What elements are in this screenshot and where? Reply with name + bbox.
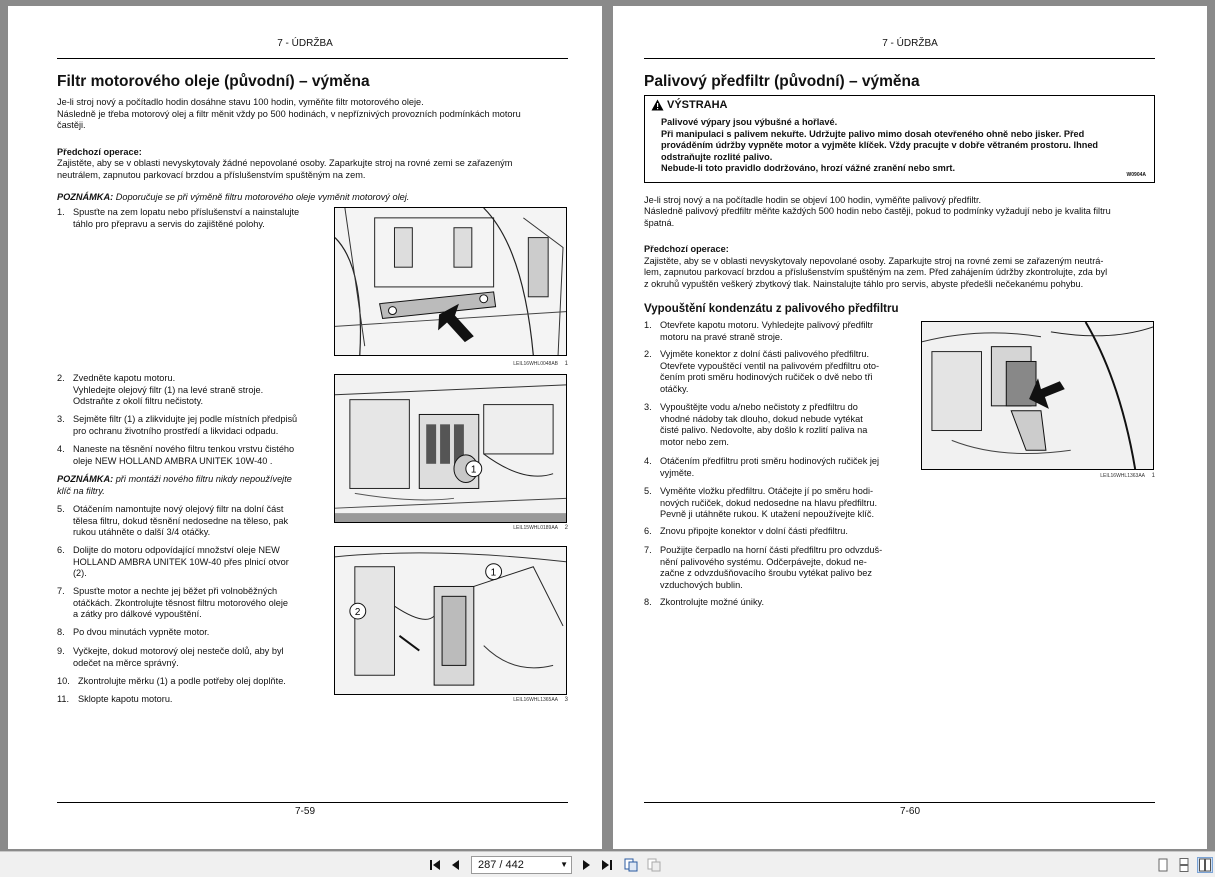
chevron-down-icon[interactable]: ▼: [560, 860, 568, 869]
step-line: Otáčením namontujte nový olejový filtr na dolní část: [73, 504, 284, 514]
step-line: odečet na měrce správný.: [73, 657, 179, 668]
left-page: [8, 6, 602, 849]
prev-ops-line: Zajistěte, aby se v oblasti nevyskytovaly nepovolané osoby. Zaparkujte stroj na rovné zemi se zařazeným neutrá-: [644, 256, 1104, 266]
step-number: 5.: [644, 486, 652, 496]
prev-page-icon[interactable]: [448, 857, 464, 873]
warning-body: [661, 117, 1143, 175]
engine-illustration: [335, 375, 566, 522]
intro-line: častěji.: [57, 120, 86, 130]
continuous-icon[interactable]: [1176, 857, 1192, 873]
step-text: [660, 486, 877, 521]
step-line: Naneste na těsnění nového filtru tenkou vrstvu čistého: [73, 444, 295, 454]
figure-number: 2: [564, 525, 568, 531]
step-text: [660, 402, 867, 448]
step-line: Vyměňte vložku předfiltru. Otáčejte jí po směru hodi-: [660, 486, 874, 496]
step-line: Vyčkejte, dokud motorový olej nesteče dolů, aby byl: [73, 646, 284, 656]
step-line: nových ručiček, dokud nedosedne na hlavu předfiltru.: [660, 497, 878, 508]
warning-icon: [651, 99, 664, 111]
step-number: 2.: [57, 373, 65, 383]
right-page: [613, 6, 1207, 849]
warning-line: Nebude-li toto pravidlo dodržováno, hrozí vážné zranění nebo smrt.: [661, 163, 956, 173]
prev-ops-line: Zajistěte, aby se v oblasti nevyskytovaly žádné nepovolané osoby. Zaparkujte stroj na rovné zemi se zařazeným: [57, 158, 513, 168]
step-line: Pevně ji utáhněte rukou. K utažení nepoužívejte klíč.: [660, 509, 874, 519]
page-header: 7 - ÚDRŽBA: [882, 38, 938, 49]
page-footer: 7-59: [294, 806, 315, 817]
back-icon[interactable]: [623, 857, 639, 873]
warning-line: Palivové výpary jsou výbušné a hořlavé.: [661, 117, 838, 127]
step-text: Zkontrolujte možné úniky.: [660, 597, 764, 607]
subsection-title: Vypouštění kondenzátu z palivového předfiltru: [644, 303, 899, 315]
warning-line: Při manipulaci s palivem nekuřte. Udržujte palivo mimo dosah otevřeného ohně nebo jisker. Před: [661, 128, 1085, 139]
prev-ops-title: Předchozí operace:: [644, 244, 729, 254]
step-number: 4.: [644, 456, 652, 466]
step-line: čisté palivo. Nedovolte, aby došlo k rozlití paliva na: [660, 425, 868, 435]
step-text: [73, 373, 263, 408]
engine-top-illustration: [335, 547, 566, 694]
prev-ops-title: Předchozí operace:: [57, 147, 142, 157]
step-text: [73, 504, 288, 539]
figure-engine-oil-filter: [334, 374, 567, 523]
step-number: 7.: [644, 545, 652, 555]
section-title: Palivový předfiltr (původní) – výměna: [644, 73, 920, 90]
step-number: 5.: [57, 504, 65, 514]
intro-line: Je-li stroj nový a počítadlo hodin dosáhne stavu 100 hodin, vyměňte filtr motorového oleje.: [57, 97, 424, 107]
step-line: vyjměte.: [660, 467, 695, 478]
prev-ops-line: lem, zapnutou parkovací brzdou a příslušenstvím spuštěným na zem. Před zahájením údržby zkontrolujte, zda byl: [644, 267, 1108, 277]
step-number: 3.: [644, 402, 652, 412]
step-text: [73, 586, 288, 621]
step-text: [660, 545, 882, 591]
figure-number: 1: [1151, 473, 1155, 479]
step-text: [660, 349, 879, 395]
single-page-icon[interactable]: [1155, 857, 1171, 873]
forward-icon[interactable]: [646, 857, 662, 873]
step-line: začne z odvzdušňovacího šroubu vytékat palivo bez: [660, 568, 872, 578]
prev-ops-line: z okruhů vypuštěn veškerý zbytkový tlak. Nainstalujte táhlo pro servis, abyste předešli nečekanému pohybu.: [644, 279, 1084, 289]
step-number: 9.: [57, 646, 65, 656]
figure-caption: LEIL16WHL1363AA: [1100, 473, 1145, 479]
step-number: 4.: [57, 444, 65, 454]
footer-rule: [644, 802, 1155, 803]
first-page-icon[interactable]: [427, 857, 443, 873]
step-number: 6.: [57, 545, 65, 555]
callout-1: 1: [490, 567, 497, 579]
step-number: 1.: [57, 207, 65, 217]
figure-number: 3: [564, 697, 568, 703]
fuel-prefilter-illustration: [922, 322, 1153, 469]
step-line: Použijte čerpadlo na horní části předfiltru pro odvzduš-: [660, 545, 883, 555]
step-line: Spusťte motor a nechte jej běžet při volnoběžných: [73, 586, 278, 596]
figure-number: 1: [564, 361, 568, 367]
step-text: [73, 646, 284, 669]
step-line: rukou utáhněte o další 3/4 otáčky.: [73, 527, 211, 537]
page-number-value[interactable]: 287 / 442: [478, 859, 524, 871]
loader-illustration: [335, 208, 566, 355]
warning-code: W0904A: [1126, 172, 1146, 178]
intro-line: Následně je třeba motorový olej a filtr měnit vždy po 500 hodinách, v nepříznivých provozních podmínkách motoru: [57, 109, 521, 119]
step-line: pro ochranu životního prostředí a likvidaci odpadu.: [73, 425, 279, 436]
note: [57, 192, 409, 204]
step-text: [73, 545, 289, 580]
note-text: Doporučuje se při výměně filtru motorového oleje vyměnit motorový olej.: [113, 192, 410, 202]
prev-ops-line: neutrálem, zapnutou parkovací brzdou a příslušenstvím spuštěným na zem.: [57, 170, 366, 180]
step-line: táhlo pro přepravu a servis do zajištěné polohy.: [73, 218, 265, 229]
header-rule: [644, 58, 1155, 59]
step-line: čením proti směru hodinových ručiček o dvě nebo tři: [660, 372, 873, 382]
step-line: Otevřete vypouštěcí ventil na palivovém předfiltru oto-: [660, 360, 880, 371]
step-text: [73, 444, 294, 467]
step-line: Otáčením předfiltru proti směru hodinových ručiček jej: [660, 456, 880, 466]
footer-rule: [57, 802, 568, 803]
step-text: Sklopte kapotu motoru.: [78, 694, 173, 704]
intro-line: špatná.: [644, 218, 675, 228]
step-line: HOLLAND AMBRA UNITEK 10W-40 přes plnicí otvor: [73, 556, 289, 567]
step-number: 2.: [644, 349, 652, 359]
warning-line: prováděním údržby vypněte motor a vyjměte klíček. Vždy pracujte v dobře větraném prostoru. Ihned: [661, 140, 1099, 150]
step-number: 8.: [644, 597, 652, 607]
figure-dipstick-filler: [334, 546, 567, 695]
step-number: 7.: [57, 586, 65, 596]
warning-title: VÝSTRAHA: [667, 99, 728, 111]
note-label: POZNÁMKA:: [57, 474, 114, 484]
intro-line: Je-li stroj nový a na počítadle hodin se objeví 100 hodin, vyměňte palivový předfiltr.: [644, 195, 982, 205]
figure-caption: LEIL16WHL0048AB: [513, 361, 558, 367]
step-line: motor nebo zem.: [660, 436, 729, 447]
page-footer: 7-60: [899, 806, 920, 817]
step-text: Po dvou minutách vypněte motor.: [73, 627, 210, 637]
step-line: tělesa filtru, dokud těsnění nedosedne na těleso, pak: [73, 515, 289, 526]
figure-caption: LEIL16WHL1365AA: [513, 697, 558, 703]
step-line: Vypouštějte vodu a/nebo nečistoty z předfiltru do: [660, 402, 858, 412]
section-title: Filtr motorového oleje (původní) – výměna: [57, 73, 370, 90]
warning-line: odstraňujte rozlité palivo.: [661, 151, 773, 162]
step-line: (2).: [73, 568, 87, 578]
note-label: POZNÁMKA:: [57, 192, 114, 202]
figure-fuel-prefilter: [921, 321, 1154, 470]
step-line: Vyhledejte olejový filtr (1) na levé straně stroje.: [73, 384, 264, 395]
step-number: 8.: [57, 627, 65, 637]
step-number: 3.: [57, 414, 65, 424]
step-line: otáčky.: [660, 383, 689, 394]
figure-loader-transport-link: [334, 207, 567, 356]
warning-box: [644, 95, 1155, 183]
step-line: Otevřete kapotu motoru. Vyhledejte palivový předfiltr: [660, 320, 874, 330]
viewer-toolbar: [0, 851, 1215, 877]
header-rule: [57, 58, 568, 59]
note: [57, 474, 292, 497]
step-text: [73, 414, 297, 437]
step-number: 1.: [644, 320, 652, 330]
step-line: vhodné nádoby tak dlouho, dokud nebude vytékat: [660, 413, 863, 424]
step-line: Odstraňte z okolí filtru nečistoty.: [73, 396, 204, 406]
step-line: Spusťte na zem lopatu nebo příslušenství a nainstalujte: [73, 207, 300, 217]
page-number-field[interactable]: [471, 856, 572, 874]
step-text: Znovu připojte konektor v dolní části předfiltru.: [660, 526, 848, 536]
step-line: a zátky pro dálkové vypouštění.: [73, 609, 202, 619]
step-number: 6.: [644, 526, 652, 536]
step-line: Vyjměte konektor z dolní části palivového předfiltru.: [660, 349, 870, 359]
step-line: Zvedněte kapotu motoru.: [73, 373, 176, 383]
next-page-icon[interactable]: [578, 857, 594, 873]
step-line: oleje NEW HOLLAND AMBRA UNITEK 10W-40 .: [73, 455, 273, 466]
intro-line: Následně palivový předfiltr měňte každých 500 hodin nebo častěji, pokud to podmínky vyžadují nebo je kvalita filtru: [644, 206, 1111, 216]
two-page-icon[interactable]: [1197, 857, 1213, 873]
step-text: [660, 320, 873, 343]
step-line: Sejměte filtr (1) a zlikvidujte jej podle místních předpisů: [73, 414, 298, 424]
step-text: [73, 207, 299, 230]
note-text: klíč na filtry.: [57, 485, 105, 496]
step-number: 10.: [57, 676, 70, 686]
step-line: motoru na pravé straně stroje.: [660, 331, 783, 342]
step-text: [660, 456, 879, 479]
page-header: 7 - ÚDRŽBA: [277, 38, 333, 49]
warning-heading: [651, 99, 728, 111]
step-line: nění palivového systému. Odčerpávejte, dokud ne-: [660, 556, 867, 567]
step-line: vzduchových bublin.: [660, 579, 743, 590]
callout-1: 1: [470, 464, 477, 476]
callout-2: 2: [354, 607, 361, 619]
step-line: Dolijte do motoru odpovídající množství oleje NEW: [73, 545, 280, 555]
step-line: otáčkách. Zkontrolujte těsnost filtru motorového oleje: [73, 597, 288, 608]
figure-caption: LEIL15WHL0189AA: [513, 525, 558, 531]
step-text: Zkontrolujte měrku (1) a podle potřeby olej doplňte.: [78, 676, 286, 686]
last-page-icon[interactable]: [599, 857, 615, 873]
note-text: při montáži nového filtru nikdy nepoužívejte: [113, 474, 292, 484]
step-number: 11.: [57, 694, 70, 704]
